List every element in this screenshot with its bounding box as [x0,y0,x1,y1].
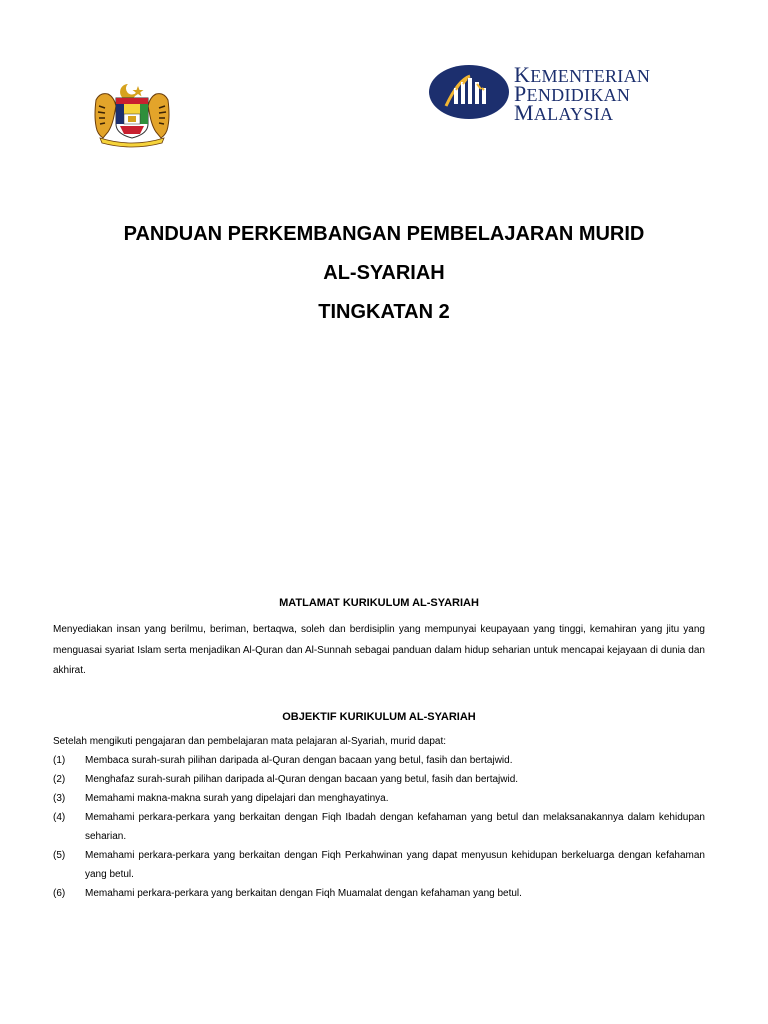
matlamat-heading: MATLAMAT KURIKULUM AL-SYARIAH [279,597,479,609]
ministry-name-line-1: KEMENTERIAN [514,62,651,87]
objektif-list [53,751,705,903]
title-line-2: AL-SYARIAH [323,262,445,284]
objektif-heading: OBJEKTIF KURIKULUM AL-SYARIAH [282,710,476,723]
list-item-text: Memahami perkara-perkara yang berkaitan dengan Fiqh Ibadah dengan kefahaman yang betul dan melaksanakannya dalam kehidupan seharian. [85,811,705,842]
list-item-number: (6) [53,887,66,899]
list-item-number: (4) [53,811,66,823]
title-line-1: PANDUAN PERKEMBANGAN PEMBELAJARAN MURID [123,223,645,245]
ministry-name-initial: P [514,81,527,106]
list-item-number: (1) [53,754,66,766]
list-item-text: Memahami perkara-perkara yang berkaitan dengan Fiqh Perkahwinan yang dapat menyusun kehidupan berkeluarga dengan kefahaman yang betul. [85,849,705,880]
title-line-3: TINGKATAN 2 [318,301,450,323]
ministry-name-initial: M [514,100,534,125]
list-item-text: Memahami makna-makna surah yang dipelajari dan menghayatinya. [85,792,389,804]
ministry-name-line-2: PENDIDIKAN [514,81,631,106]
ministry-name-line-3: MALAYSIA [514,100,614,125]
list-item [53,770,705,789]
matlamat-paragraph: Menyediakan insan yang berilmu, beriman, bertaqwa, soleh dan berdisiplin yang mempunyai keupayaan yang tinggi, kemahiran yang jitu yang menguasai syariat Islam serta menjadikan Al-Quran dan Al-Sunnah sebagai panduan dalam hidup seharian untuk mencapai kejayaan di dunia dan akhirat. [53,624,705,676]
coat-of-arms-icon [90,80,174,148]
objektif-intro: Setelah mengikuti pengajaran dan pembelajaran mata pelajaran al-Syariah, murid dapat: [53,735,447,747]
ministry-logo [428,64,698,124]
list-item-text: Menghafaz surah-surah pilihan daripada al-Quran dengan bacaan yang betul, fasih dan bertajwid. [85,773,519,785]
list-item [53,884,705,903]
list-item-number: (5) [53,849,66,861]
list-item-number: (3) [53,792,66,804]
list-item [53,789,705,808]
list-item [53,808,705,846]
ministry-name-initial: K [514,62,531,87]
list-item-number: (2) [53,773,66,785]
list-item-text: Memahami perkara-perkara yang berkaitan dengan Fiqh Muamalat dengan kefahaman yang betul. [85,887,522,899]
document-title [0,224,768,341]
list-item-text: Membaca surah-surah pilihan daripada al-Quran dengan bacaan yang betul, fasih dan bertajwid. [85,754,513,766]
ministry-emblem-icon [428,64,510,120]
list-item [53,751,705,770]
list-item [53,846,705,884]
document-body [53,596,705,903]
ministry-name [514,62,651,125]
